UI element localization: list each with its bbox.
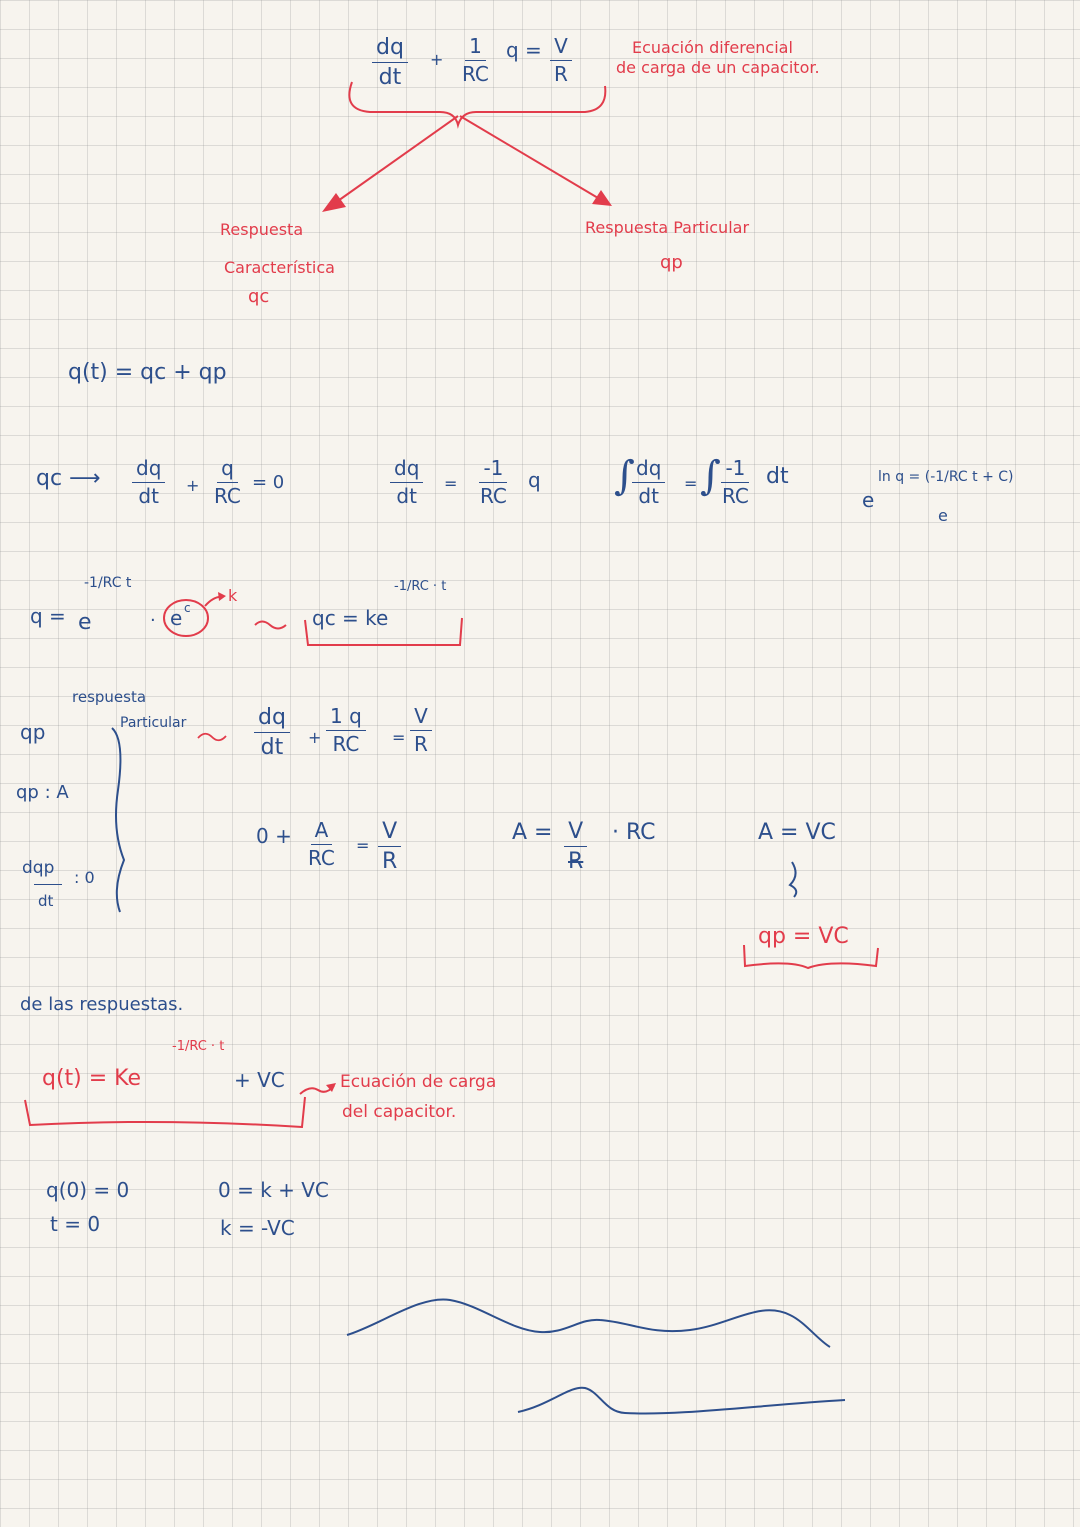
final-eq-right: + VC	[234, 1068, 285, 1092]
branch-right-line1: Respuesta Particular	[585, 218, 750, 237]
initial-q0: q(0) = 0	[46, 1178, 130, 1202]
qc-f1: $\frac{dq}{dt}$	[132, 458, 165, 507]
arrow-left-line	[335, 116, 458, 203]
qc-f5: $\frac{dq}{dt}$	[632, 458, 665, 507]
qp-eq-f2: $\frac{1 q}{RC}$	[326, 706, 366, 755]
integral-1: ∫	[614, 453, 635, 499]
qc-result: qc = ke	[312, 606, 389, 630]
header-1-rc	[458, 36, 493, 85]
final-eq-left: q(t) = Ke	[42, 1066, 142, 1091]
exp-power: ln q = (-1/RC t + C)	[878, 469, 1014, 485]
sum-line: q(t) = qc + qp	[68, 360, 227, 385]
branch-left-line2: Característica	[224, 258, 335, 277]
qc-f6: $\frac{-1}{RC}$	[722, 456, 749, 508]
arrow-right-line	[460, 116, 598, 198]
header-plus: +	[430, 50, 444, 69]
header-v-r	[550, 36, 572, 85]
header-v: V	[550, 36, 572, 61]
notebook-page: $\frac{dq}{dt}$ + $\frac{1}{RC}$ q = $\frac{V}{R}$ Ecuación diferencial de carga de un capacitor. Respuesta Característica qc Respuesta Particular qp q(t) = qc + qp qc ⟶ $\frac{dq}{dt}$ + $\frac{q}{RC}$ = 0 $\frac{dq}{dt}$ = $\frac{-1}{RC}$ q ∫ $\frac{dq}{dt}$ = ∫ $\frac{-1}{RC}$ dt e ln q = (-1/RC t + C) e q = e -1/RC t · e c k qc = ke -1/RC · t qp respuesta Particular qp : A dqp dt : 0 $\frac{dq}{dt}$ + $\frac{1 q}{RC}$ = $\frac{V}{R}$ 0 + $\frac{A}{RC}$ = $\frac{V}{R}$ A = $\frac{V}{R}$ · RC A = VC qp = VC de las respuestas. q(t) = Ke -1/RC · t + VC Ecuación de carga del capacitor. q(0) = 0 t = 0 0 = k + VC k = -VC	[0, 0, 1080, 1527]
arrow-left-head	[322, 193, 346, 212]
header-one: 1	[465, 36, 486, 61]
k-label: k	[228, 586, 238, 605]
down-arrow	[790, 862, 796, 897]
a-result: A = VC	[758, 820, 836, 845]
qp-brace	[112, 728, 124, 912]
qc-f2: $\frac{q}{RC}$	[214, 456, 241, 508]
header-dq: dq	[372, 36, 408, 63]
wave-1	[347, 1299, 830, 1347]
wave-2	[518, 1388, 845, 1414]
qp-eq-f3: $\frac{V}{R}$	[410, 706, 432, 755]
header-note-1: Ecuación diferencial	[632, 38, 793, 57]
header-r: R	[554, 62, 568, 86]
qc-label: qc ⟶	[36, 466, 101, 491]
final-intro: de las respuestas.	[20, 994, 184, 1015]
final-note-1: Ecuación de carga	[340, 1072, 497, 1092]
header-q-eq: q =	[506, 38, 542, 62]
qc-eq-zero: = 0	[252, 472, 285, 493]
squiggle-arrow	[255, 622, 286, 629]
e-c: e	[170, 606, 183, 630]
qc-plus: +	[186, 476, 200, 495]
exp-base: e	[862, 488, 875, 512]
arrow-right-head	[592, 190, 612, 206]
qp-result: qp = VC	[758, 924, 849, 949]
qc-f3: $\frac{dq}{dt}$	[390, 458, 423, 507]
qc-f4: $\frac{-1}{RC}$	[480, 456, 507, 508]
final-note-2: del capacitor.	[342, 1102, 457, 1122]
header-dq-dt	[372, 36, 408, 89]
branch-right-symbol: qp	[660, 252, 683, 273]
integral-2: ∫	[700, 453, 721, 499]
header-dt: dt	[378, 65, 402, 91]
header-rc: RC	[462, 62, 489, 86]
qp-eq-f1: $\frac{dq}{dt}$	[254, 706, 290, 759]
branch-left-line1: Respuesta	[220, 220, 304, 239]
final-brace	[25, 1097, 305, 1127]
initial-k2: k = -VC	[220, 1216, 295, 1240]
initial-k1: 0 = k + VC	[218, 1178, 329, 1202]
header-note-2: de carga de un capacitor.	[616, 58, 820, 77]
branch-left-symbol: qc	[248, 286, 270, 307]
initial-t0: t = 0	[50, 1212, 101, 1236]
final-eq-power: -1/RC · t	[172, 1039, 225, 1054]
